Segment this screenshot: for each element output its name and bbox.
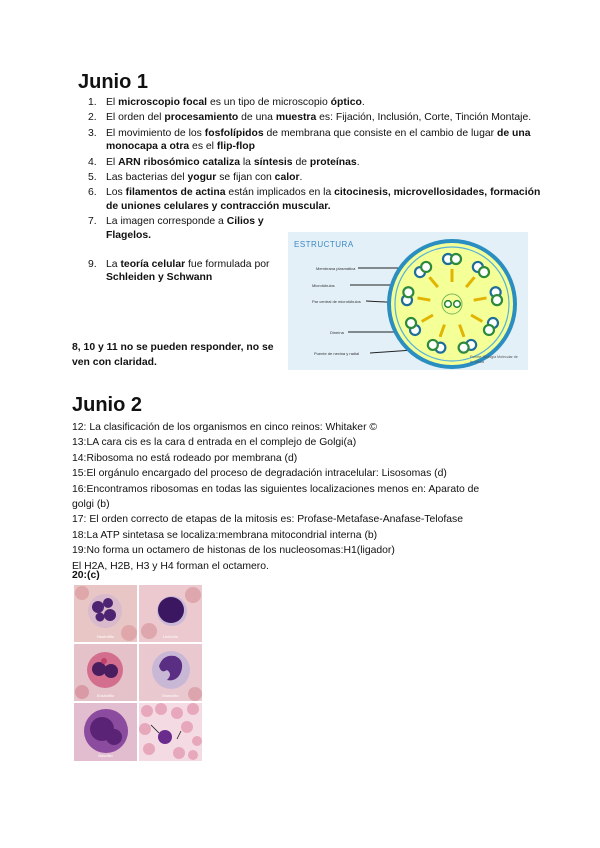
question-number: 2. bbox=[88, 112, 97, 124]
bold-text: Cilios y Flagelos. bbox=[106, 216, 264, 241]
figure-title: ESTRUCTURA bbox=[294, 240, 354, 249]
panel-label: Monocito bbox=[162, 693, 179, 698]
text: Los bbox=[106, 187, 126, 199]
text: El orden del bbox=[106, 112, 165, 124]
question-item bbox=[88, 156, 546, 169]
question-item bbox=[88, 186, 546, 213]
bold-text: microscopio focal bbox=[118, 97, 208, 108]
question-item bbox=[88, 258, 306, 285]
neutrophil-panel bbox=[74, 585, 137, 642]
question-number: 4. bbox=[88, 156, 97, 168]
answer-line: 14:Ribosoma no está rodeado por membrana (d) bbox=[72, 452, 298, 464]
text: . bbox=[299, 172, 303, 184]
blood-smear-panel bbox=[139, 703, 202, 761]
question-item bbox=[88, 127, 546, 154]
text: están implicados en la bbox=[225, 187, 335, 199]
text: es: Fijación, Inclusión, Corte, Tinción Montaje. bbox=[316, 112, 532, 124]
bold-text: muestra bbox=[275, 112, 317, 124]
text: El bbox=[106, 156, 119, 168]
text: se fijan con bbox=[216, 172, 275, 184]
bold-text: proteínas bbox=[309, 156, 357, 168]
basophil-panel bbox=[74, 703, 137, 761]
answer-line: 13:LA cara cis es la cara d entrada en el complejo de Golgi(a) bbox=[72, 437, 357, 449]
eosinophil-panel bbox=[74, 644, 137, 701]
bold-text: ARN ribosómico cataliza bbox=[118, 156, 240, 168]
bold-text: citocinesis, microvellosidades, formación de uniones celulares y contracción muscular. bbox=[106, 187, 541, 212]
question-number: 3. bbox=[88, 127, 97, 139]
text: El movimiento de los bbox=[106, 127, 205, 139]
microtubule-doublet bbox=[428, 340, 438, 350]
text: fue formulada por bbox=[185, 259, 270, 271]
text: La imagen corresponde a bbox=[106, 216, 227, 228]
axoneme-diagram bbox=[288, 232, 528, 370]
text: la bbox=[239, 156, 254, 168]
bold-text: Schleiden y Schwann bbox=[106, 272, 213, 284]
answer-line: 17: El orden correcto de etapas de la mitosis es: Profase-Metafase-Anafase-Telofase bbox=[72, 514, 464, 526]
microtubule-doublet bbox=[479, 267, 489, 277]
panel-label: Basófilo bbox=[98, 753, 113, 758]
microtubule-doublet bbox=[492, 295, 502, 305]
lymphocyte-panel bbox=[139, 585, 202, 642]
bold-text: filamentos de actina bbox=[125, 187, 226, 199]
junio2-answers bbox=[72, 420, 542, 574]
text: El bbox=[106, 97, 119, 108]
microtubule-doublet bbox=[459, 343, 469, 353]
panel-label: Linfocito bbox=[163, 634, 178, 639]
bold-text: de una monocapa a otra bbox=[106, 127, 531, 153]
junio1-title: Junio 1 bbox=[78, 71, 149, 93]
answer-line: 18:La ATP sintetasa se localiza:membrana mitocondrial interna (b) bbox=[72, 529, 378, 541]
text: La bbox=[106, 259, 121, 271]
panel-label: Eosinófilo bbox=[96, 693, 115, 698]
panel-label: Neutrófilo bbox=[96, 634, 115, 639]
text: Las bacterias del bbox=[106, 172, 188, 184]
question-item bbox=[88, 215, 306, 242]
microtubule-doublet bbox=[421, 262, 431, 272]
bold-text: calor bbox=[274, 172, 300, 184]
bold-text: óptico bbox=[330, 97, 362, 108]
junio2-title: Junio 2 bbox=[72, 394, 143, 416]
text: . bbox=[361, 97, 365, 108]
text: de bbox=[292, 156, 310, 168]
text: . bbox=[356, 156, 360, 168]
question-item bbox=[88, 111, 546, 124]
answer-line: El H2A, H2B, H3 y H4 forman el octamero. bbox=[72, 560, 269, 572]
monocyte-panel bbox=[139, 644, 202, 701]
bold-text: procesamiento bbox=[164, 112, 239, 124]
answer-line: golgi (b) bbox=[72, 499, 110, 511]
text: de membrana que consiste en el cambio de lugar bbox=[263, 127, 497, 139]
question-number: 7. bbox=[88, 216, 97, 228]
text: de una bbox=[238, 112, 276, 124]
figure-label: Par central de microtúbulos bbox=[312, 299, 361, 304]
microtubule-doublet bbox=[451, 254, 461, 264]
figure-label: Dineína bbox=[330, 330, 344, 335]
answer-line: 15:El orgánulo encargado del proceso de degradación intracelular: Lisosomas (d) bbox=[72, 468, 447, 480]
microtubule-doublet bbox=[406, 318, 416, 328]
answer-line: 12: La clasificación de los organismos en cinco reinos: Whitaker © bbox=[72, 422, 378, 433]
text: es el bbox=[189, 141, 217, 153]
microtubule-doublet bbox=[484, 325, 494, 335]
figure-label: Microtúbulos bbox=[312, 283, 335, 288]
question-number: 6. bbox=[88, 187, 97, 199]
bold-text: síntesis bbox=[253, 156, 293, 168]
question-item bbox=[88, 96, 546, 109]
answer-line: 16:Encontramos ribosomas en todas las siguientes localizaciones menos en: Aparato de bbox=[72, 483, 480, 495]
answer-20: 20:(c) bbox=[72, 570, 100, 581]
figure-label: Membrana plasmática bbox=[316, 266, 356, 271]
bold-text: fosfolípidos bbox=[204, 127, 264, 139]
bold-text: flip-flop bbox=[216, 141, 255, 153]
question-number: 5. bbox=[88, 172, 97, 184]
text: es un tipo de microscopio bbox=[207, 97, 331, 108]
microtubule-doublet bbox=[403, 287, 413, 297]
answer-line: 19:No forma un octamero de histonas de los nucleosomas:H1(ligador) bbox=[72, 545, 395, 557]
figure-caption: Fuente: Biología Molecular de la Célula bbox=[470, 355, 518, 364]
junio1-note: 8, 10 y 11 no se pueden responder, no se ven con claridad. bbox=[72, 342, 274, 368]
bold-text: teoría celular bbox=[120, 259, 186, 271]
bold-text: yogur bbox=[187, 172, 217, 184]
question-number: 1. bbox=[88, 97, 97, 108]
figure-label: Puente de nexina y radial bbox=[314, 351, 360, 356]
question-item bbox=[88, 171, 546, 184]
question-number: 9. bbox=[88, 259, 97, 271]
blood-cells-figure bbox=[74, 585, 202, 761]
cilia-structure-figure bbox=[288, 232, 528, 370]
